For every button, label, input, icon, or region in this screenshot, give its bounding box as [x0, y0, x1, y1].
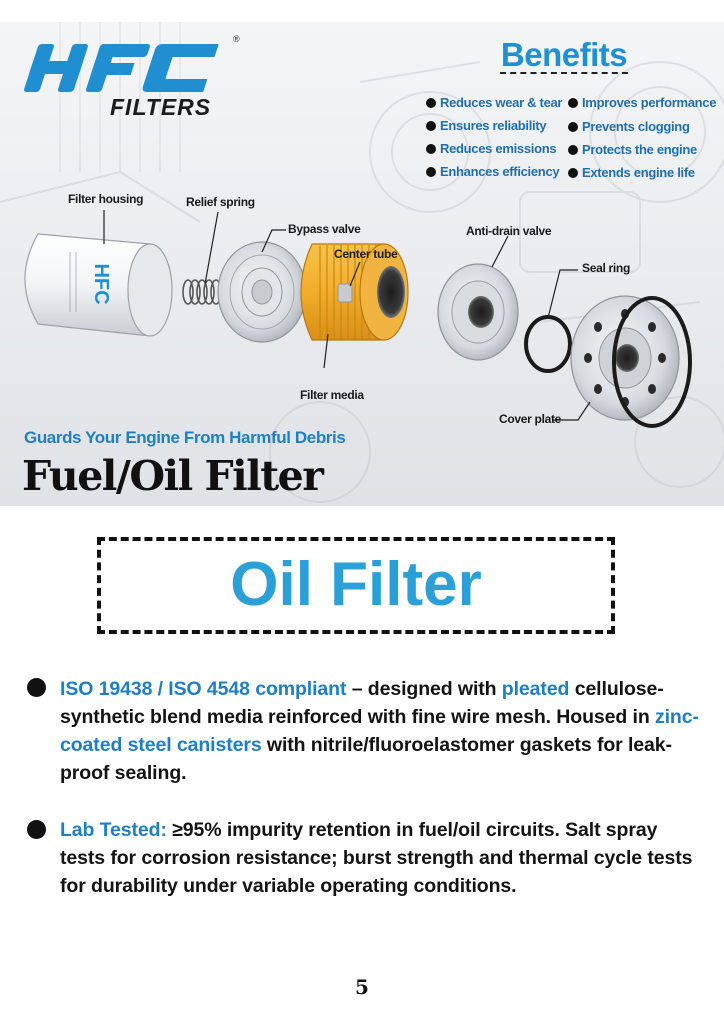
registered-mark: ® — [233, 34, 240, 44]
body-text: – designed with — [346, 678, 502, 700]
bullet-paragraph — [60, 816, 700, 900]
filter-housing — [25, 234, 172, 336]
cover-plate — [571, 296, 690, 426]
section-title-box — [97, 537, 615, 634]
center-tube — [338, 284, 352, 302]
label-filter-media: Filter media — [300, 388, 364, 402]
canister-logo: HFC — [90, 263, 112, 305]
label-relief-spring: Relief spring — [186, 195, 255, 209]
highlight-text: pleated — [501, 678, 570, 700]
hero-tagline: Guards Your Engine From Harmful Debris — [24, 428, 346, 447]
highlight-text: ISO 19438 / ISO 4548 compliant — [60, 678, 347, 700]
bullet-icon — [27, 678, 46, 697]
seal-ring — [526, 317, 570, 371]
benefit-item: Ensures reliability — [426, 118, 546, 133]
label-bypass-valve: Bypass valve — [288, 222, 361, 236]
benefits-title: Benefits — [500, 36, 628, 73]
page-number: 5 — [355, 975, 369, 999]
body-text: cellulose-synthetic blend media reinforced with fine wire mesh. Housed in — [60, 678, 664, 728]
benefit-item: Reduces wear & tear — [426, 95, 562, 110]
benefit-item: Reduces emissions — [426, 141, 556, 156]
label-anti-drain-valve: Anti-drain valve — [466, 224, 552, 238]
benefit-item: Enhances efficiency — [426, 164, 559, 179]
highlight-text: zinc-coated steel canisters — [60, 706, 699, 756]
label-center-tube: Center tube — [334, 247, 398, 261]
bullet-icon — [27, 820, 46, 839]
benefit-item: Protects the engine — [568, 142, 697, 157]
section-title: Oil Filter — [230, 550, 482, 619]
body-text: with nitrile/fluoroelastomer gaskets for leak-proof sealing. — [60, 734, 672, 784]
label-cover-plate: Cover plate — [499, 412, 562, 426]
bypass-valve — [218, 242, 306, 342]
body-text: ≥95% impurity retention in fuel/oil circuits. Salt spray tests for corrosion resistance; burst strength and thermal cycle tests for durability under variable operating conditions. — [60, 819, 693, 897]
anti-drain-valve — [438, 264, 518, 360]
logo-subtext: FILTERS — [110, 94, 212, 120]
benefit-item: Improves performance — [568, 95, 716, 110]
label-seal-ring: Seal ring — [582, 261, 630, 275]
hero-title: Fuel/Oil Filter — [22, 452, 323, 500]
benefit-item: Prevents clogging — [568, 119, 690, 134]
highlight-text: Lab Tested: — [60, 819, 167, 841]
hero-banner — [0, 22, 724, 506]
relief-spring — [183, 280, 221, 304]
label-filter-housing: Filter housing — [68, 192, 144, 206]
benefit-item: Extends engine life — [568, 165, 695, 180]
bullet-paragraph — [60, 675, 700, 787]
